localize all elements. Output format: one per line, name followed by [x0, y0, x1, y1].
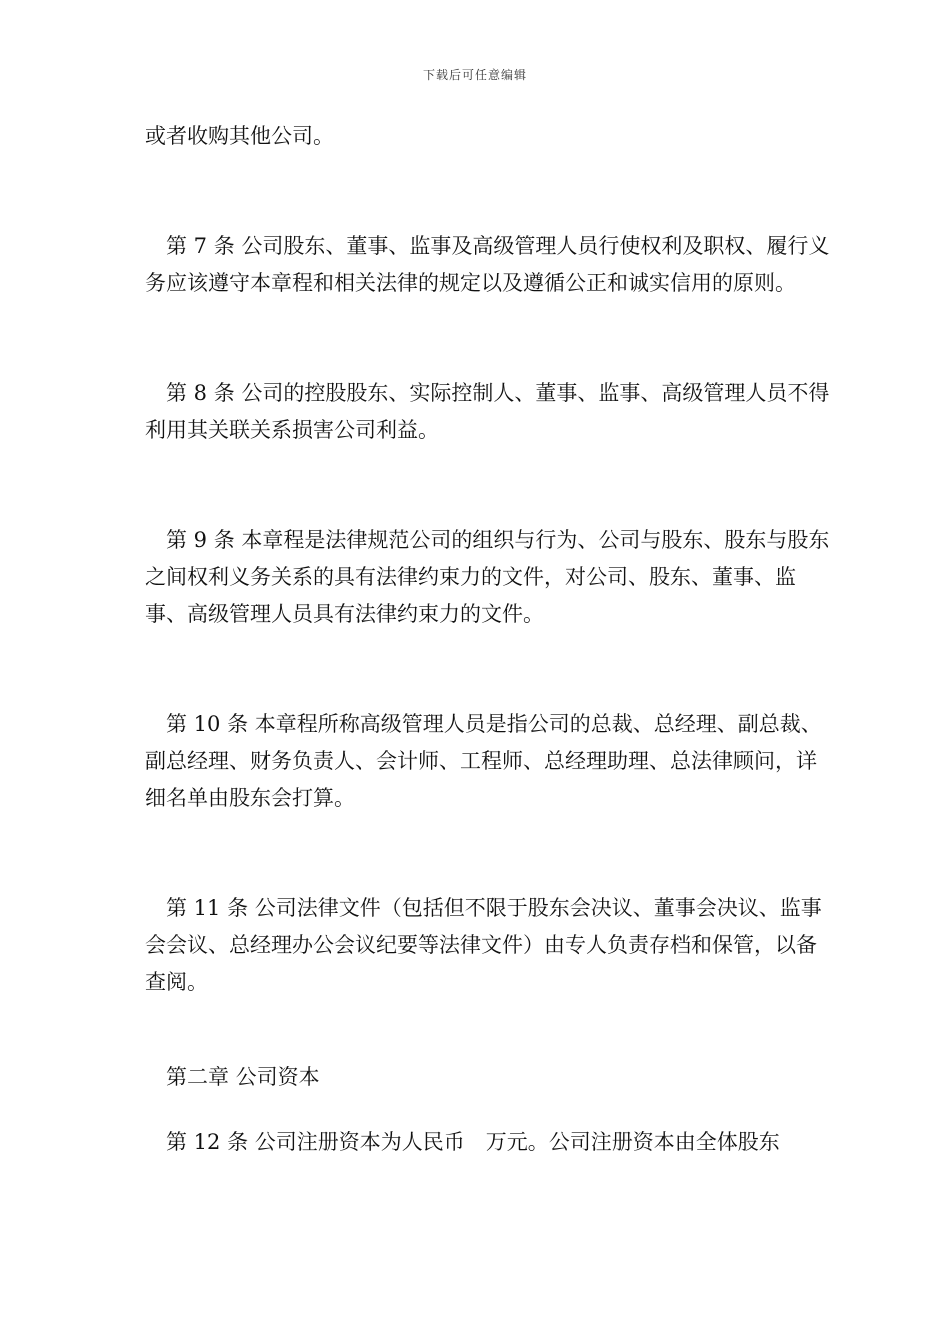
- document-body: [145, 118, 835, 1161]
- article-12: 第 12 条 公司注册资本为人民币 万元。公司注册资本由全体股东: [166, 1130, 780, 1154]
- article-8: 第 8 条 公司的控股股东、实际控制人、董事、监事、高级管理人员不得利用其关联关系损害公司利益。: [145, 381, 830, 442]
- article-9: 第 9 条 本章程是法律规范公司的组织与行为、公司与股东、股东与股东之间权利义务关系的具有法律约束力的文件，对公司、股东、董事、监事、高级管理人员具有法律约束力的文件。: [145, 528, 830, 626]
- chapter-2-heading: 第二章 公司资本: [166, 1065, 320, 1089]
- article-7: 第 7 条 公司股东、董事、监事及高级管理人员行使权利及职权、履行义务应该遵守本章程和相关法律的规定以及遵循公正和诚实信用的原则。: [145, 234, 830, 295]
- page-header-note: 下载后可任意编辑: [422, 68, 527, 82]
- article-10: 第 10 条 本章程所称高级管理人员是指公司的总裁、总经理、副总裁、副总经理、财务负责人、会计师、工程师、总经理助理、总法律顾问，详细名单由股东会打算。: [145, 712, 822, 810]
- article-11: 第 11 条 公司法律文件（包括但不限于股东会决议、董事会决议、监事会会议、总经理办公会议纪要等法律文件）由专人负责存档和保管，以备查阅。: [145, 896, 822, 994]
- paragraph-continuation: 或者收购其他公司。: [145, 124, 334, 148]
